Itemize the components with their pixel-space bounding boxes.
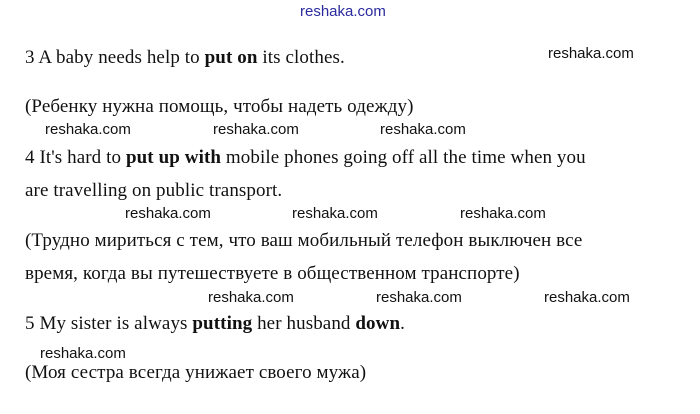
watermark: reshaka.com [460, 205, 546, 222]
watermark: reshaka.com [544, 289, 630, 306]
phrase-putting: putting [192, 313, 253, 334]
phrase-put-up-with: put up with [125, 147, 222, 168]
sentence-4-translation-line-1: (Трудно мириться с тем, что ваш мобильный телефон выключен все [25, 230, 583, 251]
watermark: reshaka.com [380, 121, 466, 138]
watermark: reshaka.com [376, 289, 462, 306]
sentence-4: 4 It's hard to put up with mobile phones going off all the time when you [25, 147, 586, 168]
watermark: reshaka.com [40, 345, 126, 362]
watermark: reshaka.com [292, 205, 378, 222]
sentence-4-translation-line-2: время, когда вы путешествуете в общественном транспорте) [25, 263, 520, 284]
watermark: reshaka.com [208, 289, 294, 306]
watermark: reshaka.com [213, 121, 299, 138]
watermark: reshaka.com [548, 45, 634, 62]
watermark: reshaka.com [125, 205, 211, 222]
sentence-5: 5 My sister is always putting her husband down. [25, 313, 405, 334]
phrase-put-on: put on [204, 47, 258, 68]
phrase-down: down [355, 313, 401, 334]
sentence-4-line-2: are travelling on public transport. [25, 180, 283, 201]
sentence-3-translation: (Ребенку нужна помощь, чтобы надеть одежду) [25, 96, 414, 117]
sentence-5-translation: (Моя сестра всегда унижает своего мужа) [25, 362, 367, 383]
watermark: reshaka.com [45, 121, 131, 138]
sentence-3: 3 A baby needs help to put on its clothes. [25, 47, 345, 68]
watermark-top: reshaka.com [300, 3, 386, 20]
